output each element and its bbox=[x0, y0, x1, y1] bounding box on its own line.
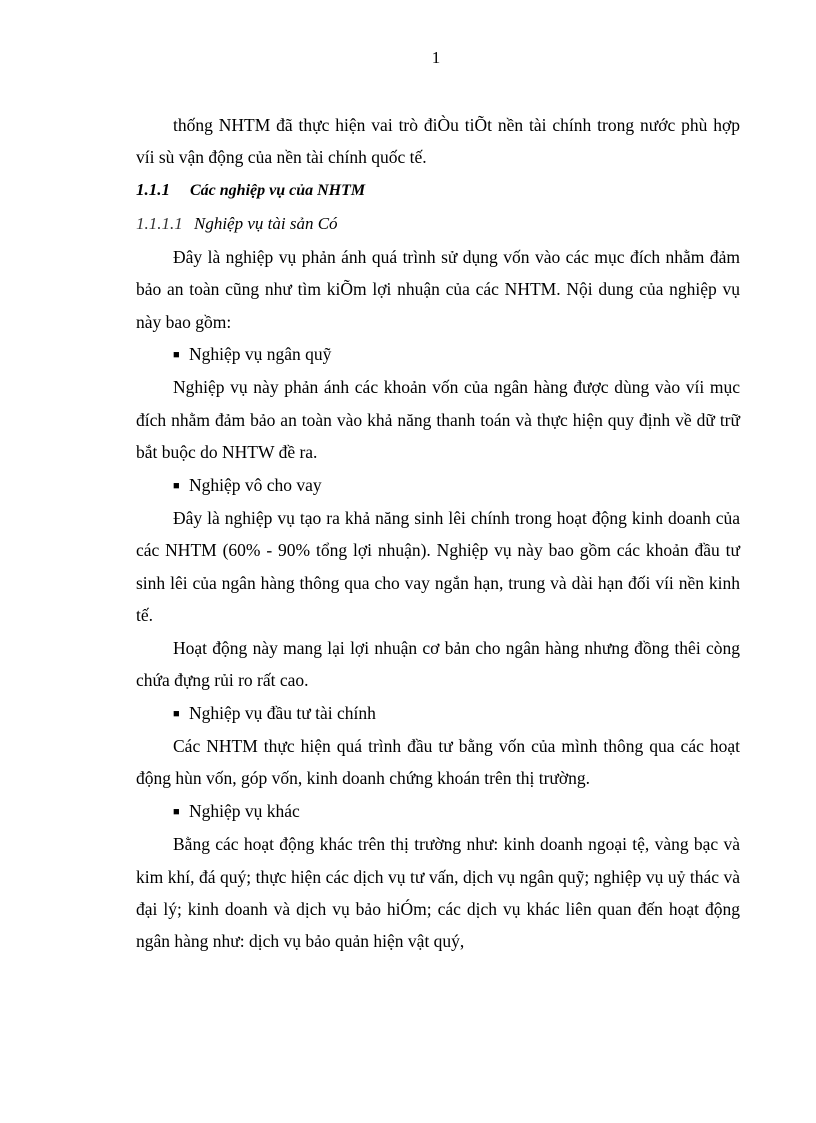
bullet-label: Nghiệp vụ đầu tư tài chính bbox=[189, 702, 376, 723]
paragraph-investment: Các NHTM thực hiện quá trình đầu tư bằng vốn của mình thông qua các hoạt động hùn vốn, góp vốn, kinh doanh chứng khoán trên thị trường. bbox=[136, 735, 740, 789]
section-title: Các nghiệp vụ của NHTM bbox=[190, 181, 366, 199]
bullet-item bbox=[136, 795, 740, 828]
bullet-square-icon: ■ bbox=[173, 707, 180, 720]
bullet-square-icon: ■ bbox=[173, 349, 180, 362]
bullet-label: Nghiệp vô cho vay bbox=[189, 474, 322, 495]
bullet-label: Nghiệp vụ khác bbox=[189, 800, 300, 821]
paragraph-assets: Đây là nghiệp vụ phản ánh quá trình sử dụng vốn vào các mục đích nhằm đảm bảo an toàn cũng như tìm kiÕm lợi nhuận của các NHTM. Nội dung của nghiệp vụ này bao gồm: bbox=[136, 246, 740, 332]
bullet-square-icon: ■ bbox=[173, 479, 180, 492]
section-number: 1.1.1 bbox=[136, 179, 170, 199]
page-number: 1 bbox=[431, 48, 441, 67]
subsection-number: 1.1.1.1 bbox=[136, 213, 183, 233]
subsection-heading bbox=[136, 207, 740, 241]
section-heading bbox=[136, 174, 740, 207]
bullet-item bbox=[136, 697, 740, 730]
bullet-item bbox=[136, 469, 740, 502]
bullet-item bbox=[136, 338, 740, 371]
subsection-title: Nghiệp vụ tài sản Có bbox=[194, 213, 338, 233]
bullet-square-icon: ■ bbox=[173, 805, 180, 818]
paragraph-intro: thống NHTM đã thực hiện vai trò điÒu tiÕt nền tài chính trong nước phù hợp víi sù vận động của nền tài chính quốc tế. bbox=[136, 115, 740, 168]
paragraph-other: Bằng các hoạt động khác trên thị trường như: kinh doanh ngoại tệ, vàng bạc và kim khí, đá quý; thực hiện các dịch vụ tư vấn, dịch vụ ngân quỹ; nghiệp vụ uỷ thác và đại lý; kinh doanh và dịch vụ bảo hiÓm; các dịch vụ khác liên quan đến hoạt động ngân hàng như: dịch vụ bảo quản hiện vật quý, bbox=[136, 834, 740, 952]
paragraph-lending: Đây là nghiệp vụ tạo ra khả năng sinh lêi chính trong hoạt động kinh doanh của các NHTM (60% - 90% tổng lợi nhuận). Nghiệp vụ này bao gồm các khoản đầu tư sinh lêi của ngân hàng thông qua cho vay ngắn hạn, trung và dài hạn đối víi nền kinh tế. bbox=[136, 508, 740, 626]
paragraph-treasury: Nghiệp vụ này phản ánh các khoản vốn của ngân hàng được dùng vào víi mục đích nhằm đảm bảo an toàn vào khả năng thanh toán và thực hiện quy định về dữ trữ bắt buộc do NHTW đề ra. bbox=[136, 377, 740, 463]
document-body bbox=[136, 109, 740, 958]
paragraph-lending-risk: Hoạt động này mang lại lợi nhuận cơ bản cho ngân hàng nhưng đồng thêi còng chứa đựng rủi ro rất cao. bbox=[136, 637, 740, 691]
bullet-label: Nghiệp vụ ngân quỹ bbox=[189, 344, 332, 365]
